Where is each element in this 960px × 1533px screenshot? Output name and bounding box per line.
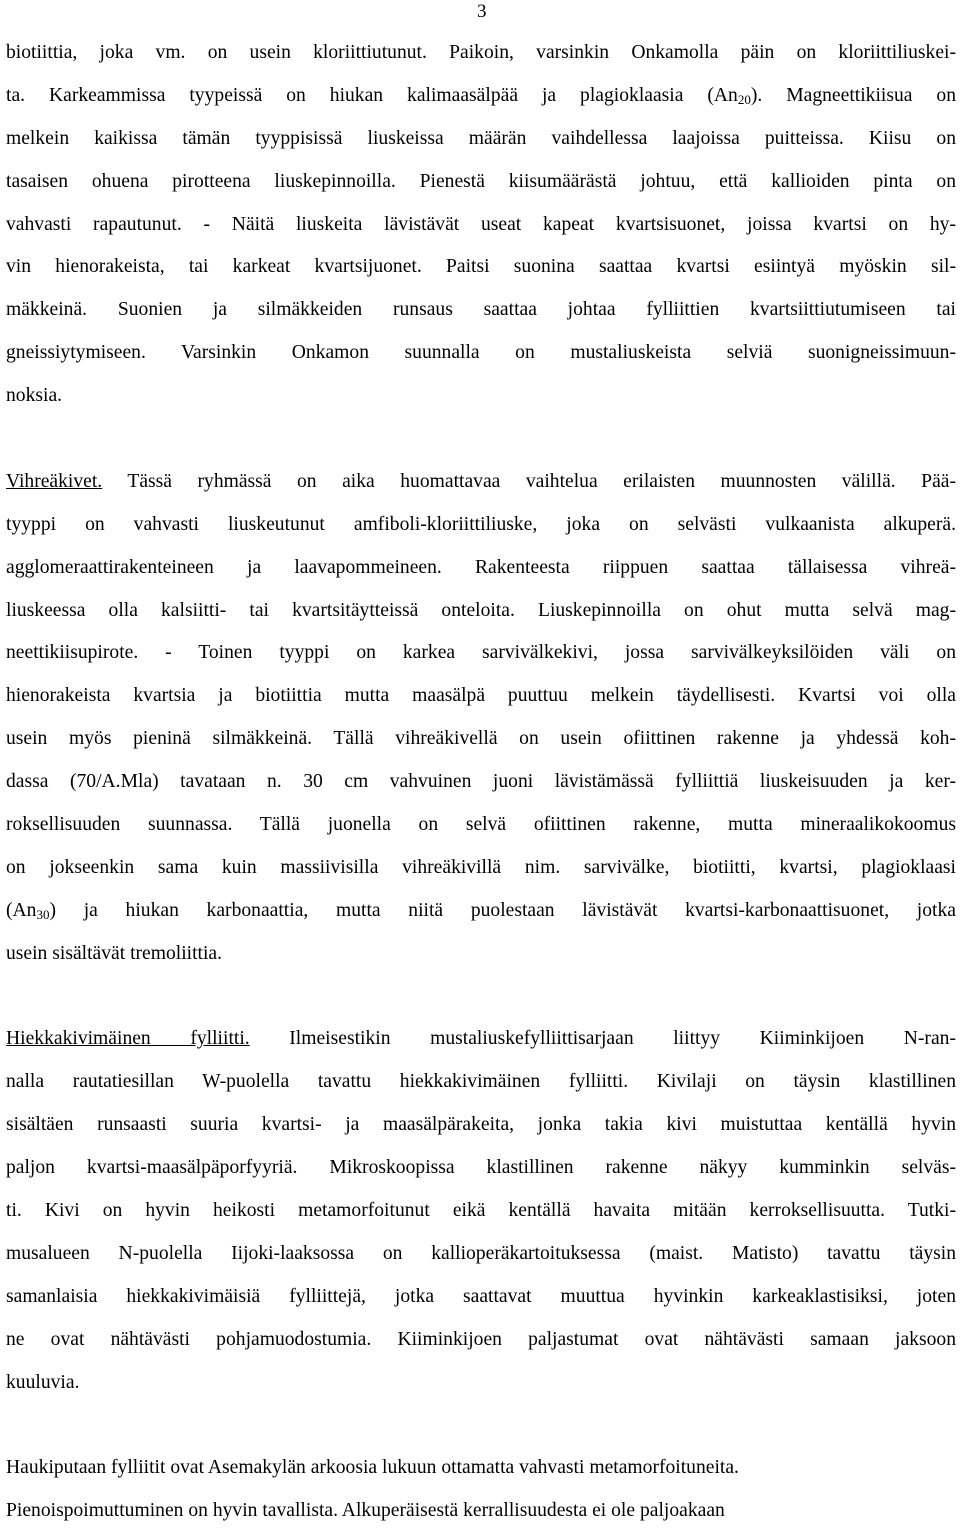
text-line: agglomeraattirakenteineen ja laavapommeineen. Rakenteesta riippuen saattaa tällaisessa vihreä- — [6, 556, 956, 578]
text-line: hienorakeista kvartsia ja biotiittia mutta maasälpä puuttuu melkein täydellisesti. Kvartsi voi olla — [6, 685, 956, 707]
section-heading: Hiekkakivimäinen fylliitti. — [6, 1028, 250, 1050]
text-line: vin hienorakeista, tai karkeat kvartsijuonet. Paitsi suonina saattaa kvartsi esiintyä myöskin sil- — [6, 256, 956, 278]
text-line — [6, 75, 956, 118]
text-line: dassa (70/A.Mla) tavataan n. 30 cm vahvuinen juoni lävistämässä fylliittiä liuskeisuuden ja ker- — [6, 771, 956, 793]
paragraph-gap — [6, 418, 956, 461]
text-line: sisältäen runsaasti suuria kvartsi- ja maasälpärakeita, jonka takia kivi muistuttaa kentällä hyvin — [6, 1114, 956, 1136]
text-line: tyyppi on vahvasti liuskeutunut amfiboli-kloriittiliuske, joka on selvästi vulkaanista alkuperä. — [6, 513, 956, 535]
text-line: kuuluvia. — [6, 1371, 80, 1393]
text-line: Pienoispoimuttuminen on hyvin tavallista. Alkuperäisestä kerrallisuudesta ei ole paljoakaan — [6, 1500, 725, 1522]
text-line: mäkkeinä. Suonien ja silmäkkeiden runsaus saattaa johtaa fylliittien kvartsiittiutumiseen tai — [6, 299, 956, 321]
paragraph-gap — [6, 976, 956, 1019]
text-fragment: ta. Karkeammissa tyypeissä on hiukan kalimaasälpää ja plagioklaasia (An — [6, 84, 738, 106]
text-fragment: (An — [6, 899, 37, 921]
text-line: melkein kaikissa tämän tyyppisissä liuskeissa määrän vaihdellessa laajoissa puitteissa. Kiisu on — [6, 127, 956, 149]
text-line: usein sisältävät tremoliittia. — [6, 942, 223, 964]
text-fragment: ). Magneettikiisua on — [750, 84, 956, 106]
paragraph-gap — [6, 1405, 956, 1448]
text-line: paljon kvartsi-maasälpäporfyyriä. Mikroskoopissa klastillinen rakenne näkyy kumminkin selväs- — [6, 1157, 956, 1179]
paragraph-haukiputaan-fylliitit — [6, 1447, 956, 1533]
text-line: on jokseenkin sama kuin massiivisilla vihreäkivillä nim. sarvivälke, biotiitti, kvartsi, plagioklaasi — [6, 856, 956, 878]
text-line: liuskeessa olla kalsiitti- tai kvartsitäytteissä onteloita. Liuskepinnoilla on ohut mutta selvä mag- — [6, 599, 956, 621]
text-line: nalla rautatiesillan W-puolella tavattu hiekkakivimäinen fylliitti. Kivilaji on täysin klastillinen — [6, 1071, 956, 1093]
text-line: ne ovat nähtävästi pohjamuodostumia. Kiiminkijoen paljastumat ovat nähtävästi samaan jaksoon — [6, 1328, 956, 1350]
text-line: ti. Kivi on hyvin heikosti metamorfoitunut eikä kentällä havaita mitään kerroksellisuutta. Tutki- — [6, 1200, 956, 1222]
paragraph-mustaliuskeet — [6, 32, 956, 418]
text-line: samanlaisia hiekkakivimäisiä fylliittejä, jotka saattavat muuttua hyvinkin karkeaklastisiksi, joten — [6, 1285, 956, 1307]
subscript: 30 — [36, 906, 50, 922]
paragraph-vihreakivet — [6, 461, 956, 976]
text-line: noksia. — [6, 385, 63, 407]
text-line — [6, 1018, 956, 1061]
page-number: 3 — [477, 1, 487, 22]
paragraph-hiekkakivimainen-fylliitti — [6, 1018, 956, 1404]
section-heading: Vihreäkivet. — [6, 470, 103, 492]
text-fragment: ) ja hiukan karbonaattia, mutta niitä puolestaan lävistävät kvartsi-karbonaattisuonet, jotka — [49, 899, 956, 921]
text-line — [6, 890, 956, 933]
text-fragment: Ilmeisestikin mustaliuskefylliittisarjaan liittyy Kiiminkijoen N-ran- — [249, 1028, 956, 1050]
document-body — [6, 32, 956, 1533]
subscript: 20 — [737, 91, 751, 107]
text-line: musalueen N-puolella Iijoki-laaksossa on kallioperäkartoituksessa (maist. Matisto) tavattu täysin — [6, 1242, 956, 1264]
text-line: roksellisuuden suunnassa. Tällä juonella on selvä ofiittinen rakenne, mutta mineraalikokoomus — [6, 814, 956, 836]
text-line: biotiittia, joka vm. on usein kloriittiutunut. Paikoin, varsinkin Onkamolla päin on kloriittiliuskei- — [6, 42, 956, 63]
text-line: tasaisen ohuena pirotteena liuskepinnoilla. Pienestä kiisumäärästä johtuu, että kallioiden pinta on — [6, 170, 956, 192]
text-line: neettikiisupirote. - Toinen tyyppi on karkea sarvivälkekivi, jossa sarvivälkeyksilöiden väli on — [6, 642, 956, 664]
text-line: usein myös pieninä silmäkkeinä. Tällä vihreäkivellä on usein ofiittinen rakenne ja yhdessä koh- — [6, 728, 956, 750]
text-line: Haukiputaan fylliitit ovat Asemakylän arkoosia lukuun ottamatta vahvasti metamorfoituneita. — [6, 1457, 739, 1479]
text-line: gneissiytymiseen. Varsinkin Onkamon suunnalla on mustaliuskeista selviä suonigneissimuun- — [6, 342, 956, 364]
text-line — [6, 461, 956, 504]
text-line: vahvasti rapautunut. - Näitä liuskeita lävistävät useat kapeat kvartsisuonet, joissa kvartsi on hy- — [6, 213, 956, 235]
text-fragment: Tässä ryhmässä on aika huomattavaa vaihtelua erilaisten muunnosten välillä. Pää- — [102, 470, 956, 492]
